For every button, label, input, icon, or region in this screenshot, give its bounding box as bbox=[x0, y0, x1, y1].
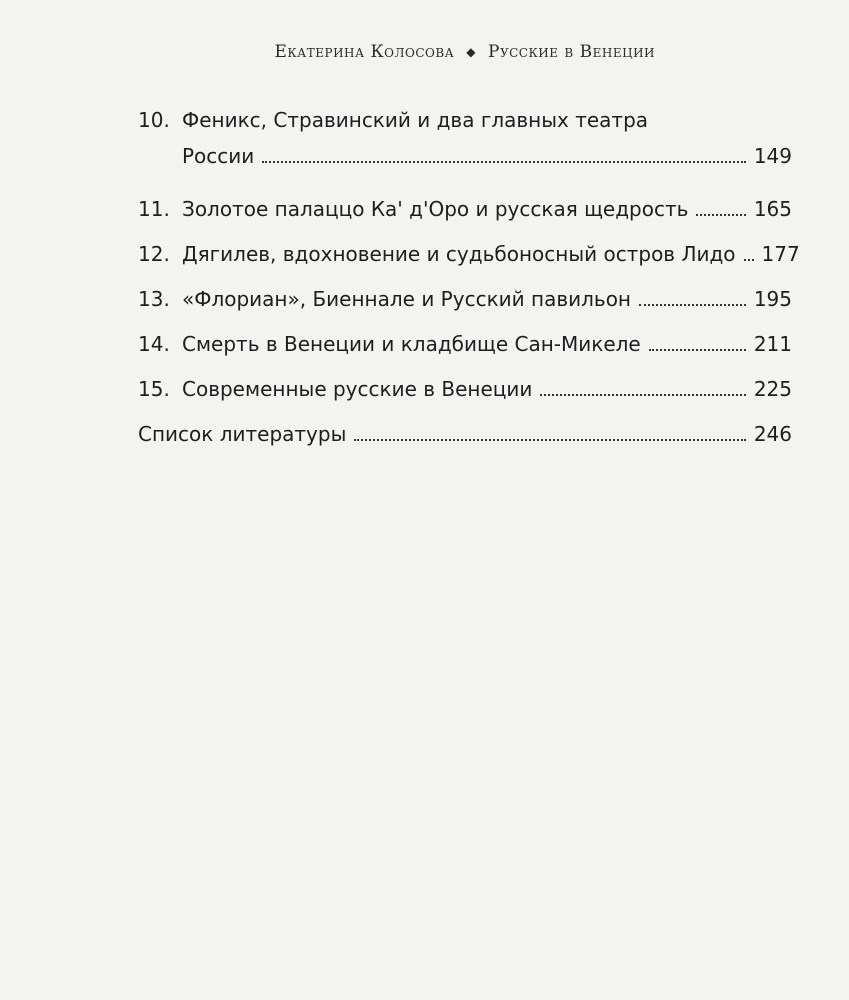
header-author: Екатерина Колосова bbox=[274, 42, 455, 62]
dot-leader bbox=[262, 161, 746, 163]
running-header bbox=[274, 42, 655, 62]
dot-leader bbox=[744, 259, 754, 261]
toc-entry-page: 225 bbox=[753, 377, 792, 401]
toc-entry-page: 165 bbox=[753, 197, 792, 221]
toc-entry-number: 13. bbox=[138, 287, 170, 311]
toc-entry-page: 149 bbox=[753, 144, 792, 168]
dot-leader bbox=[540, 394, 745, 396]
dot-leader bbox=[639, 304, 746, 306]
toc-entry[interactable] bbox=[138, 326, 792, 362]
toc-entry-title-continued: России bbox=[182, 144, 255, 168]
toc-entry-title: Список литературы bbox=[138, 422, 347, 446]
toc-entry-title: «Флориан», Биеннале и Русский павильон bbox=[182, 287, 632, 311]
toc-entry-page: 246 bbox=[753, 422, 792, 446]
dot-leader bbox=[649, 349, 746, 351]
toc-entry-title: Золотое палаццо Ка' д'Оро и русская щедрость bbox=[182, 197, 689, 221]
toc-entry-title: Феникс, Стравинский и два главных театра bbox=[182, 108, 649, 132]
dot-leader bbox=[354, 439, 745, 441]
header-separator: ◆ bbox=[466, 45, 477, 59]
toc-entry-number: 10. bbox=[138, 108, 170, 132]
toc-entry-title: Современные русские в Венеции bbox=[182, 377, 533, 401]
toc-entry-bibliography[interactable] bbox=[138, 416, 792, 452]
toc-entry-page: 195 bbox=[753, 287, 792, 311]
toc-entry[interactable] bbox=[138, 191, 792, 227]
dot-leader bbox=[696, 214, 745, 216]
toc-entry-number: 15. bbox=[138, 377, 170, 401]
toc-entry-page: 211 bbox=[753, 332, 792, 356]
toc-entry-title: Смерть в Венеции и кладбище Сан-Микеле bbox=[182, 332, 641, 356]
toc-entry[interactable] bbox=[138, 236, 800, 272]
toc-entry-page: 177 bbox=[761, 242, 800, 266]
header-book-title: Русские в Венеции bbox=[488, 42, 655, 62]
toc-entry-title: Дягилев, вдохновение и судьбоносный остров Лидо bbox=[182, 242, 736, 266]
toc-entry-number: 14. bbox=[138, 332, 170, 356]
toc-entry-number: 12. bbox=[138, 242, 170, 266]
toc-entry[interactable] bbox=[138, 281, 792, 317]
toc-entry-number: 11. bbox=[138, 197, 170, 221]
toc-entry[interactable] bbox=[138, 371, 792, 407]
toc-entry[interactable] bbox=[138, 102, 792, 182]
table-of-contents bbox=[138, 102, 800, 452]
